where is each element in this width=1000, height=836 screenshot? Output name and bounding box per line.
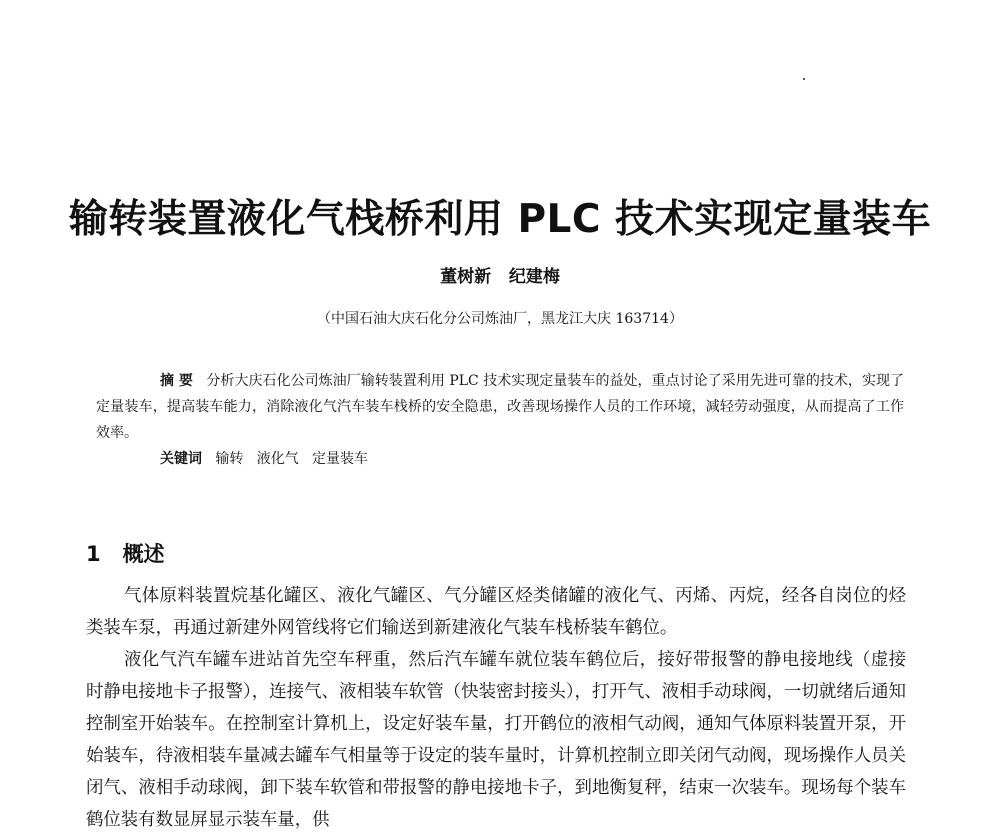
- keywords-line: [96, 446, 904, 472]
- keywords-label: 关键词: [160, 451, 202, 467]
- section-title: 概述: [122, 542, 165, 566]
- body-paragraph-1: 气体原料装置烷基化罐区、液化气罐区、气分罐区烃类储罐的液化气、丙烯、丙烷，经各自岗位的烃类装车泵，再通过新建外网管线将它们输送到新建液化气装车栈桥装车鹤位。: [86, 586, 906, 638]
- abstract-text: 分析大庆石化公司炼油厂输转装置利用 PLC 技术实现定量装车的益处，重点讨论了采用先进可靠的技术，实现了定量装车，提高装车能力，消除液化气汽车装车栈桥的安全隐患，改善现场操作人员的工作环境，减轻劳动强度，从而提高了工作效率。: [96, 373, 905, 441]
- paper-authors: 董树新 纪建梅: [440, 267, 560, 287]
- body-text: [86, 580, 906, 836]
- author-affiliation: （中国石油大庆石化分公司炼油厂，黑龙江大庆 163714）: [317, 311, 683, 327]
- keywords-text: 输转 液化气 定量装车: [215, 451, 369, 467]
- abstract-block: [96, 368, 904, 472]
- body-paragraph-2: 液化气汽车罐车进站首先空车秤重，然后汽车罐车就位装车鹤位后，接好带报警的静电接地线（虚接时静电接地卡子报警），连接气、液相装车软管（快装密封接头），打开气、液相手动球阀，一切就绪后通知控制室开始装车。在控制室计算机上，设定好装车量，打开鹤位的液相气动阀，通知气体原料装置开泵，开始装车，待液相装车量减去罐车气相量等于设定的装车量时，计算机控制立即关闭气动阀，现场操作人员关闭气、液相手动球阀，卸下装车软管和带报警的静电接地卡子，到地衡复秤，结束一次装车。现场每个装车鹤位装有数显屏显示装车量，供: [86, 650, 906, 830]
- section-number: 1: [86, 542, 101, 566]
- section-heading: [86, 538, 165, 568]
- paper-title: 输转装置液化气栈桥利用 PLC 技术实现定量装车: [68, 197, 932, 242]
- scan-speck: [803, 78, 805, 80]
- abstract-paragraph: [96, 368, 904, 446]
- abstract-label: 摘 要: [160, 373, 193, 389]
